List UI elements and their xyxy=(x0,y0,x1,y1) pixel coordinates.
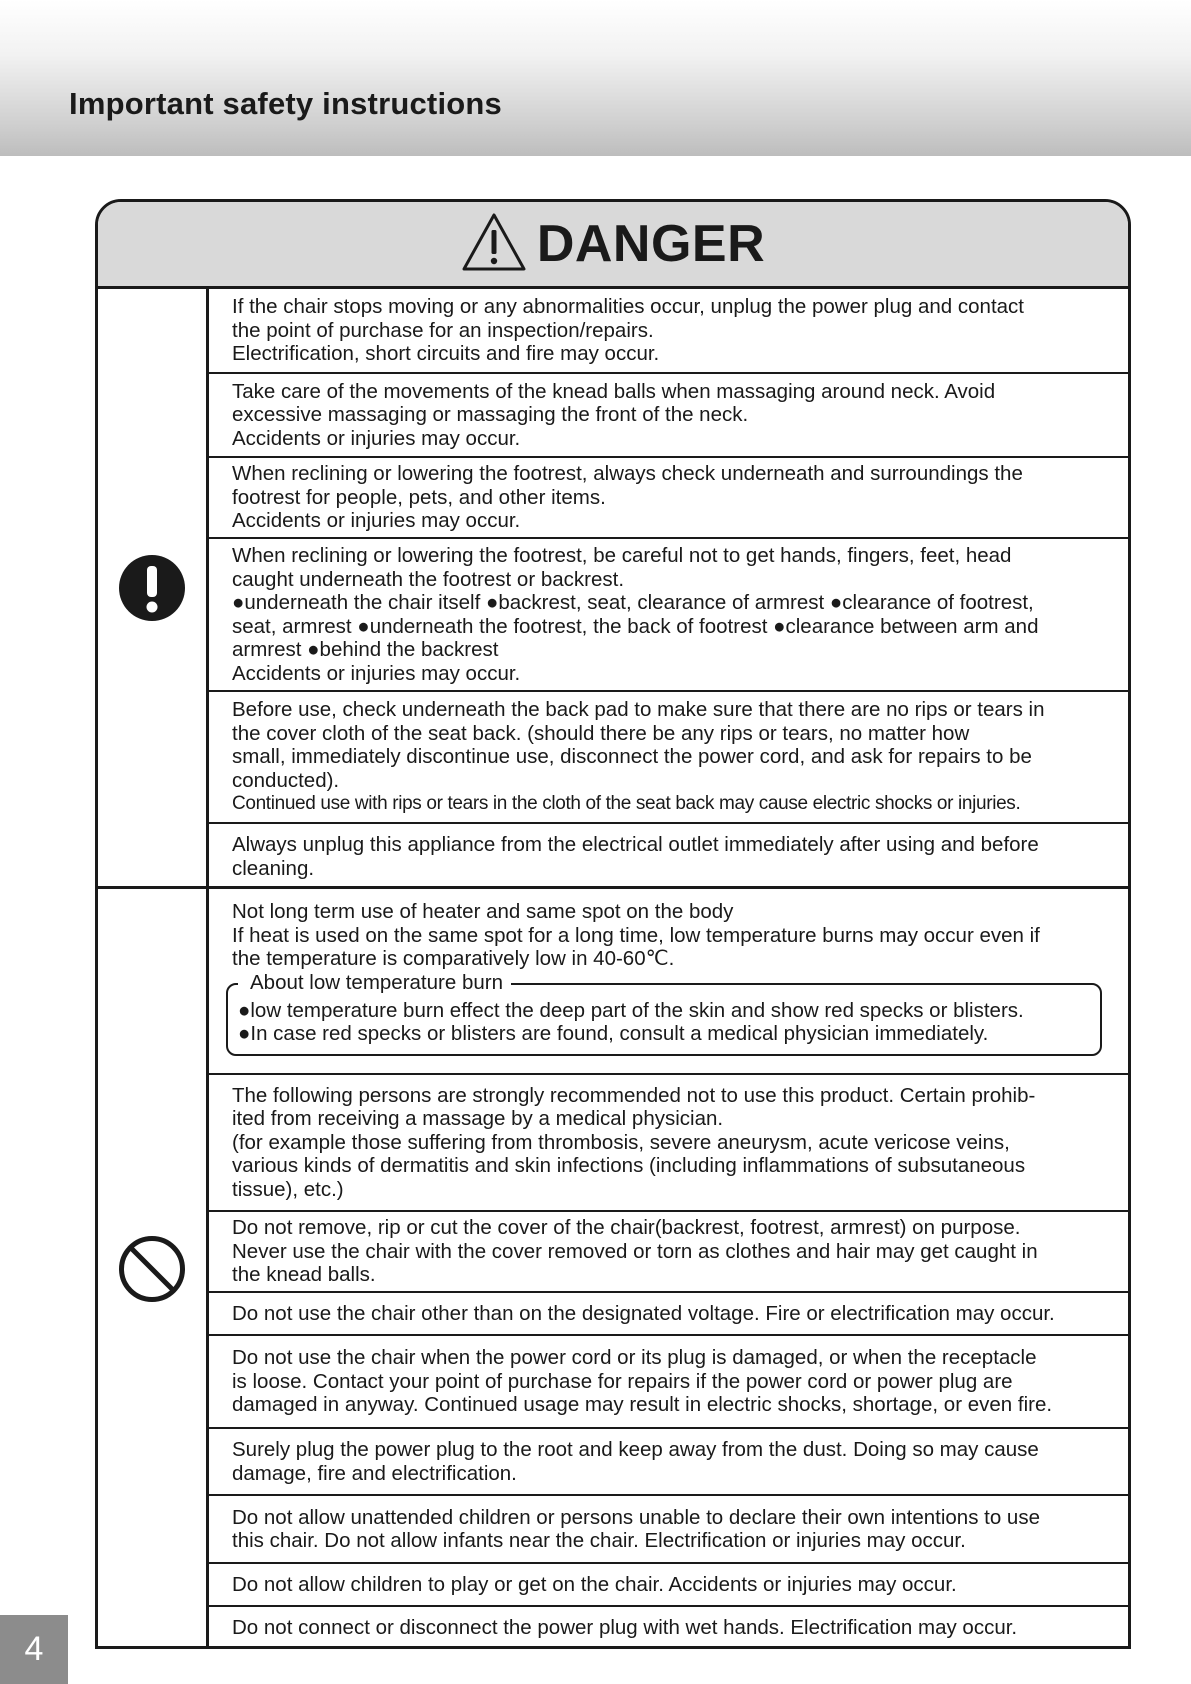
page-title: Important safety instructions xyxy=(69,86,502,121)
list-item: Do not use the chair when the power cord or its plug is damaged, or when the receptacle is loose. Contact your point of purchase for repairs if the power cord or power plug are damaged in anyway. Continued usage may result in electric shocks, shortage, or even fire. xyxy=(209,1336,1128,1429)
prohibited-rows xyxy=(209,889,1128,1649)
list-item: Do not remove, rip or cut the cover of the chair(backrest, footrest, armrest) on purpose. Never use the chair with the cover removed or torn as clothes and hair may get caught in the knead balls. xyxy=(209,1212,1128,1293)
list-item: When reclining or lowering the footrest, always check underneath and surroundings the footrest for people, pets, and other items. Accidents or injuries may occur. xyxy=(209,458,1128,539)
list-item: If the chair stops moving or any abnormalities occur, unplug the power plug and contact the point of purchase for an inspection/repairs. Electrification, short circuits and fire may occur. xyxy=(209,289,1128,374)
page-number: 4 xyxy=(0,1615,68,1684)
list-item: Do not connect or disconnect the power plug with wet hands. Electrification may occur. xyxy=(232,1616,1018,1640)
mandatory-section xyxy=(98,289,1128,889)
list-item: The following persons are strongly recommended not to use this product. Certain prohib- ited from receiving a massage by a medical physician. (for example those suffering from thrombosis, severe aneurysm, acute vericose veins, various kinds of dermatitis and skin infections (including inflammations of subsutaneous tissue), etc.) xyxy=(209,1075,1128,1212)
prohibition-icon xyxy=(118,1235,186,1303)
list-item: When reclining or lowering the footrest, be careful not to get hands, fingers, feet, head caught underneath the footrest or backrest. ●underneath the chair itself ●backrest, seat, clearance of armrest ●clearance of footrest, seat, armrest ●underneath the footrest, the back of footrest ●clearance between arm and armrest ●behind the backrest Accidents or injuries may occur. xyxy=(209,539,1128,692)
low-temperature-note: About low temperature burn ●low temperature burn effect the deep part of the skin and show red specks or blisters. ●In case red specks or blisters are found, consult a medical physician immediately. xyxy=(226,983,1102,1056)
list-item: Always unplug this appliance from the electrical outlet immediately after using and before cleaning. xyxy=(232,833,1039,880)
header-band xyxy=(0,0,1191,156)
danger-title: DANGER xyxy=(536,215,766,273)
list-item: Do not allow unattended children or persons unable to declare their own intentions to use this chair. Do not allow infants near the chair. Electrification or injuries may occur. xyxy=(209,1496,1128,1564)
list-item: Do not use the chair other than on the designated voltage. Fire or electrification may occur. xyxy=(209,1293,1128,1336)
list-item: Do not allow children to play or get on the chair. Accidents or injuries may occur. xyxy=(209,1564,1128,1607)
prohibited-section xyxy=(98,889,1128,1649)
list-item: Take care of the movements of the knead balls when massaging around neck. Avoid excessive massaging or massaging the front of the neck. Accidents or injuries may occur. xyxy=(209,374,1128,458)
exclamation-circle-icon xyxy=(118,554,186,622)
heater-item: Not long term use of heater and same spot on the body If heat is used on the same spot for a long time, low temperature burns may occur even if the temperature is comparatively low in 40-60℃. About low temperature burn ●low temperature burn effect the deep part of the skin and show red specks or blisters. ●In case red specks or blisters are found, consult a medical physician immediately. xyxy=(209,889,1128,1075)
mandatory-rows xyxy=(209,289,1128,886)
prohibited-symbol-cell xyxy=(98,889,209,1649)
list-item: Surely plug the power plug to the root and keep away from the dust. Doing so may cause damage, fire and electrification. xyxy=(209,1429,1128,1496)
list-item: Before use, check underneath the back pad to make sure that there are no rips or tears in the cover cloth of the seat back. (should there be any rips or tears, no matter how small, immediately discontinue use, disconnect the power cord, and ask for repairs to be conducted). Continued use with rips or tears in the cloth of the seat back may cause electric shocks or injuries. xyxy=(209,692,1128,824)
danger-header xyxy=(98,202,1128,289)
mandatory-symbol-cell xyxy=(98,289,209,886)
note-title: About low temperature burn xyxy=(238,971,511,995)
danger-box xyxy=(95,199,1131,1649)
warning-triangle-icon xyxy=(461,212,527,272)
